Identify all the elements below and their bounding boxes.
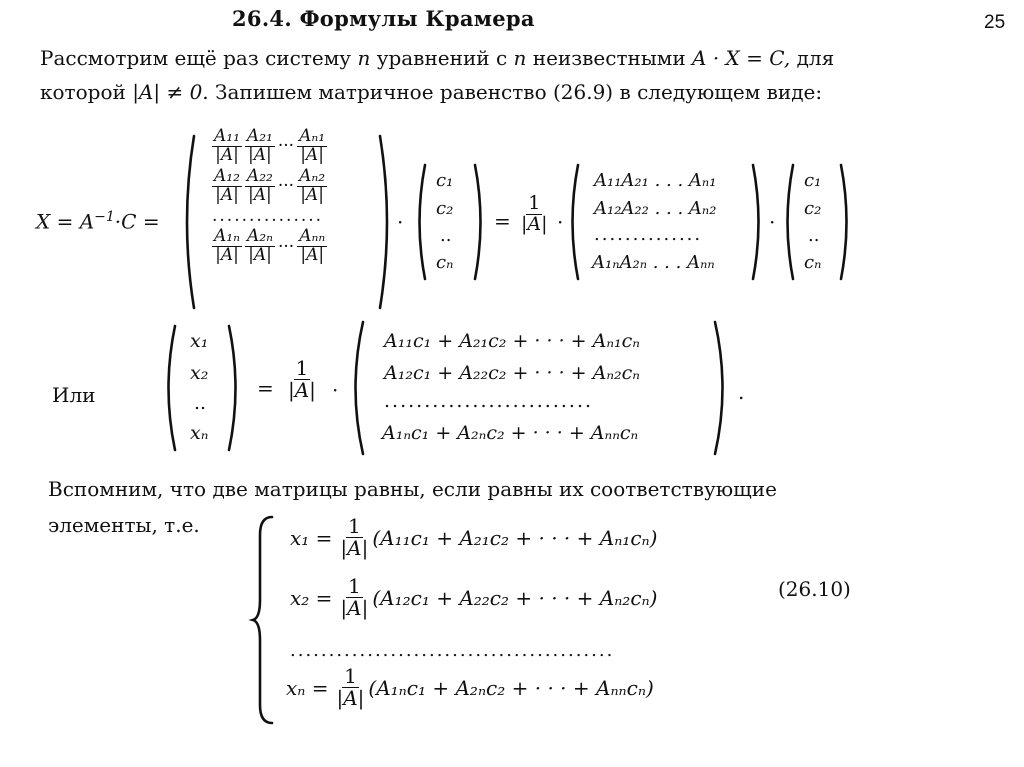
multiply-dot: ·	[332, 378, 339, 402]
multiply-dot: ·	[769, 210, 776, 234]
eq1-lhs-tail: ·C =	[114, 209, 160, 234]
eq1-lhs	[36, 209, 160, 234]
denominator: |A|	[300, 184, 324, 205]
fraction	[297, 165, 327, 205]
denominator: |A|	[215, 184, 239, 205]
var-n: n	[513, 46, 527, 70]
right-paren	[472, 163, 488, 281]
page-number: 25	[984, 12, 1006, 33]
numerator: 1	[348, 574, 361, 598]
cofactor: A₂₂	[246, 165, 273, 186]
fraction	[338, 516, 370, 559]
vector-entry: ..	[440, 225, 452, 246]
denominator: |A|	[248, 245, 272, 266]
system-lhs: x₁ =	[290, 525, 333, 550]
right-paren	[838, 163, 854, 281]
denominator: |A|	[248, 184, 272, 205]
numerator: 1	[295, 356, 309, 380]
recall-line-2: элементы, т.е.	[48, 513, 200, 537]
intro-text: Запишем матричное равенство (26.9) в следующем виде:	[215, 80, 823, 104]
period: .	[738, 380, 745, 404]
determinant-condition: |A| ≠ 0.	[132, 80, 209, 104]
left-paren	[780, 163, 796, 281]
intro-text: для	[796, 46, 835, 70]
denominator: |A|	[521, 212, 548, 235]
matrix-row	[212, 228, 327, 265]
cofactor: A₁₂	[214, 165, 240, 186]
system-lhs: x₂ =	[290, 585, 333, 610]
vector-entry: cₙ	[436, 252, 454, 273]
multiply-dot: ·	[557, 210, 564, 234]
vector-entry: c₂	[804, 198, 822, 219]
right-paren	[226, 324, 244, 452]
section-title: 26.4. Формулы Крамера	[232, 6, 535, 31]
vector-entry: cₙ	[804, 252, 822, 273]
or-label: Или	[52, 383, 96, 407]
dots-row: ..............	[594, 224, 703, 245]
fraction	[335, 666, 367, 709]
cofactor: Aₙ₂	[299, 165, 326, 186]
denominator: |A|	[340, 536, 369, 560]
hdots: ···	[277, 176, 295, 197]
matrix-equation: A · X = C,	[692, 46, 791, 70]
left-paren	[160, 324, 178, 452]
system-lhs: xₙ =	[286, 675, 329, 700]
system-row-2	[290, 576, 657, 619]
denominator: |A|	[340, 596, 369, 620]
denominator: |A|	[300, 245, 325, 266]
right-paren	[712, 320, 732, 456]
cofactor: A₁₁	[214, 126, 240, 146]
intro-text: которой	[40, 80, 126, 104]
matrix-row	[212, 128, 327, 165]
cofactor: A₂₁	[246, 126, 273, 146]
intro-text: неизвестными	[532, 46, 686, 70]
vector-entry: c₁	[436, 170, 454, 191]
fraction	[212, 228, 242, 265]
denominator: |A|	[215, 144, 239, 165]
dots-row: ..........................................	[290, 640, 615, 661]
intro-text: Рассмотрим ещё раз систему	[40, 46, 352, 70]
system-rhs: (A₁₂c₁ + A₂₂c₂ + · · · + Aₙ₂cₙ)	[372, 585, 658, 610]
fraction	[212, 165, 242, 205]
fraction	[297, 128, 327, 165]
denominator: |A|	[215, 245, 239, 266]
system-row-1	[290, 516, 657, 559]
vector-entry: c₁	[804, 170, 822, 191]
dots-row: ..........................	[384, 390, 594, 412]
dots-row: ...............	[212, 206, 324, 227]
intro-text: уравнений с	[376, 46, 508, 70]
vector-entry: x₁	[190, 330, 209, 352]
cofactor: Aₙ₁	[299, 126, 326, 146]
matrix-row: A₁₁A₂₁ . . . Aₙ₁	[594, 170, 717, 191]
right-paren	[376, 134, 396, 310]
vector-entry: ..	[194, 392, 207, 414]
cofactor: Aₙₙ	[299, 226, 326, 247]
system-row-n	[286, 666, 654, 709]
right-paren	[750, 163, 766, 281]
vector-entry: xₙ	[190, 422, 209, 444]
fraction	[338, 576, 370, 619]
denominator: |A|	[300, 144, 324, 165]
matrix-row	[212, 165, 327, 205]
cofactor: A₁ₙ	[214, 226, 240, 247]
var-n: n	[357, 46, 371, 70]
matrix-row: A₁₁c₁ + A₂₁c₂ + · · · + Aₙ₁cₙ	[384, 330, 640, 352]
fraction	[212, 128, 242, 165]
intro-line-2	[40, 80, 822, 104]
inverse-matrix	[212, 128, 327, 265]
fraction	[286, 358, 318, 401]
inverse-exponent: −1	[94, 209, 115, 225]
fraction	[297, 228, 327, 265]
fraction	[519, 194, 550, 235]
matrix-row: A₁ₙc₁ + A₂ₙc₂ + · · · + Aₙₙcₙ	[382, 422, 639, 444]
hdots: ···	[277, 136, 295, 157]
numerator: 1	[344, 664, 357, 688]
system-rhs: (A₁ₙc₁ + A₂ₙc₂ + · · · + Aₙₙcₙ)	[368, 675, 654, 700]
left-paren	[346, 320, 366, 456]
fraction	[245, 128, 275, 165]
vector-entry: c₂	[436, 198, 454, 219]
intro-line-1	[40, 46, 834, 70]
denominator: |A|	[336, 686, 365, 710]
hdots: ···	[277, 236, 295, 257]
left-paren	[412, 163, 428, 281]
matrix-row: A₁ₙA₂ₙ . . . Aₙₙ	[592, 252, 715, 273]
fraction-one-over-det	[519, 194, 550, 235]
system-rhs: (A₁₁c₁ + A₂₁c₂ + · · · + Aₙ₁cₙ)	[372, 525, 658, 550]
matrix-row: A₁₂c₁ + A₂₂c₂ + · · · + Aₙ₂cₙ	[384, 362, 640, 384]
multiply-dot: ·	[397, 210, 404, 234]
eq1-lhs-text: X = A	[36, 209, 95, 234]
equals-sign: =	[257, 376, 274, 400]
recall-line-1: Вспомним, что две матрицы равны, если равны их соответствующие	[48, 477, 777, 501]
denominator: |A|	[248, 144, 272, 165]
fraction-one-over-det	[286, 358, 318, 401]
numerator: 1	[348, 514, 361, 538]
left-paren	[178, 134, 198, 310]
numerator: 1	[528, 192, 541, 214]
fraction	[245, 228, 275, 265]
cofactor: A₂ₙ	[246, 226, 273, 247]
fraction	[245, 165, 275, 205]
left-paren	[565, 163, 581, 281]
left-brace	[252, 515, 274, 725]
matrix-row: A₁₂A₂₂ . . . Aₙ₂	[594, 198, 717, 219]
equals-sign: =	[494, 209, 511, 233]
denominator: |A|	[288, 378, 316, 402]
vector-entry: ..	[808, 225, 820, 246]
equation-number: (26.10)	[778, 577, 851, 601]
vector-entry: x₂	[190, 362, 209, 384]
